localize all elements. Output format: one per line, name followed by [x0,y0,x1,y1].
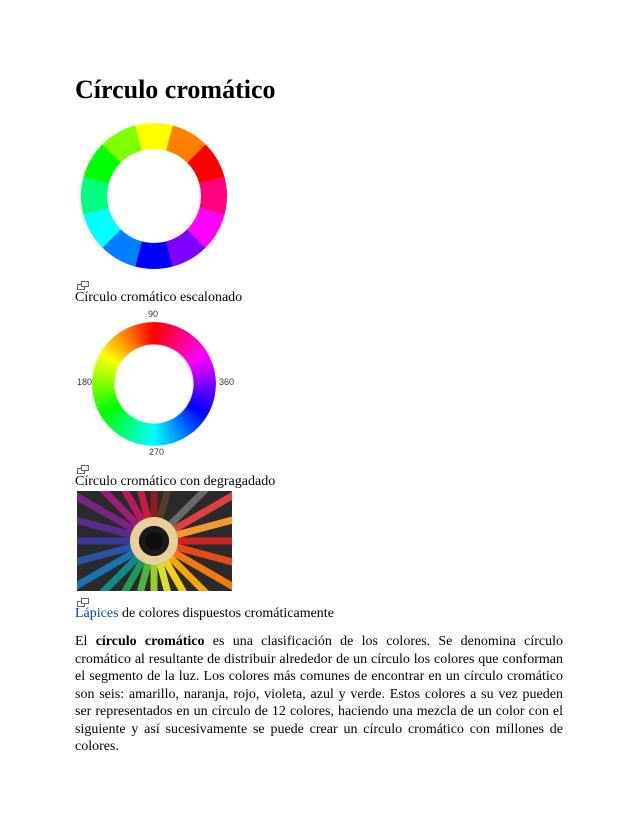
tick-label-90: 90 [148,309,159,319]
tick-label-360: 360 [219,377,235,387]
gradient-wheel-caption: Círculo cromático con degragadado [75,474,276,489]
pencil-tip [148,518,150,527]
page-title: Círculo cromático [75,75,276,104]
gradient-wheel-figure [75,308,240,458]
tick-label-180: 180 [77,377,93,387]
pencils-caption-text: de colores dispuestos cromáticamente [118,606,334,621]
pencil-tip [131,545,140,547]
body-paragraph [75,633,563,756]
pencil-tip [158,555,160,564]
wheel-segment [81,177,109,215]
gradient-color-wheel [92,322,216,446]
wheel-segment [199,177,227,215]
stepped-wheel-caption: Círculo cromático escalonado [75,290,243,305]
stepped-color-wheel [80,122,228,270]
paragraph-lead: El [75,634,96,649]
paragraph-body: es una clasificación de los colores. Se denomina círculo cromático al resultante de distribuir alrededor de un círculo los colores que conforman el segmento de la luz. Los colores más comunes de encontrar en un círculo cromático son seis: amarillo, naranja, rojo, violeta, azul y verde. Estos colores a su vez pueden ser representados en un círculo de 12 colores, haciendo una mezcla de un color con el siguiente y así sucesivamente se puede crear un círculo cromático con millones de colores. [75,634,563,754]
paragraph-term: círculo cromático [95,634,205,649]
pencils-link[interactable]: Lápices [75,606,119,621]
colored-pencils-photo [77,491,232,591]
pencil-tip [168,535,177,537]
tick-label-270: 270 [149,447,165,457]
pencils-caption [75,606,334,622]
wheel-segment [135,123,173,151]
wheel-segment [135,241,173,269]
